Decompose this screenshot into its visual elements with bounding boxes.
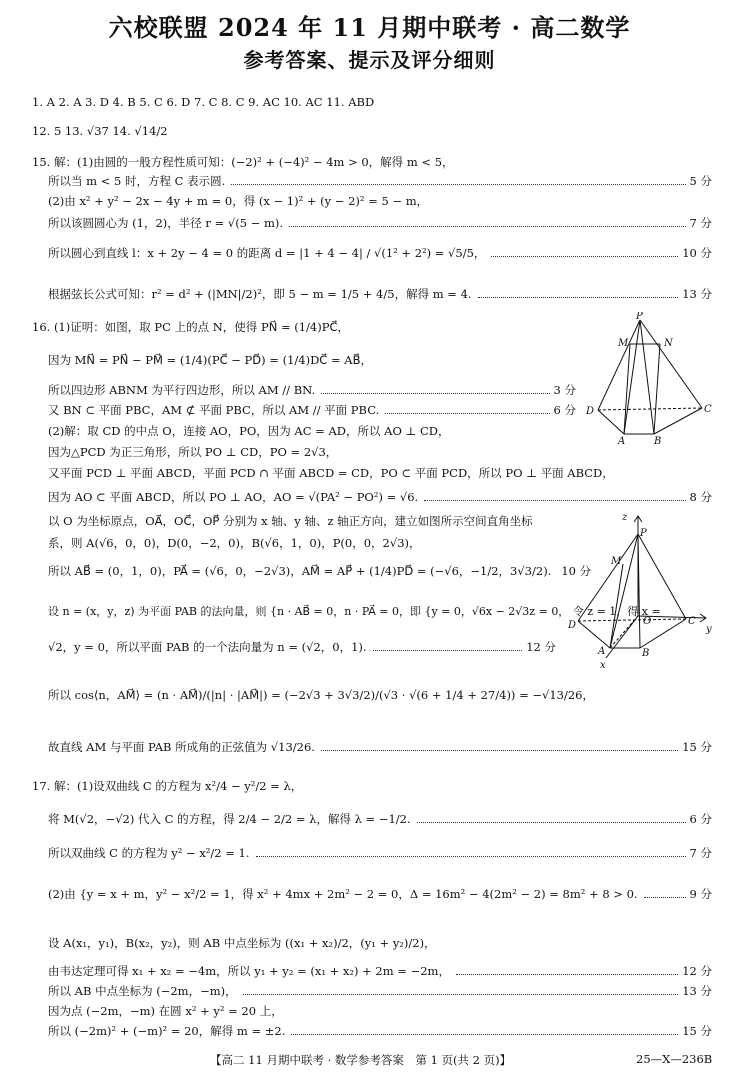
coordinate-figure-2 [566, 506, 718, 671]
dot-leader [231, 184, 685, 185]
q17-line-5: 设 A(x₁，y₁)，B(x₂，y₂)，则 AB 中点坐标为 ((x₁ + x₂)/2，(y₁ + y₂)/2)， [48, 936, 436, 950]
fill-answers: 12. 5 13. √37 14. √14/2 [32, 124, 168, 138]
q16-line-12: 设 n = (x，y，z) 为平面 PAB 的法向量，则 {n · AB⃗ = 0，n · PA⃗ = 0，即 {y = 0，√6x − 2√3z = 0， 令 z = 1，得 x = [48, 605, 661, 618]
q16-score-3: 3 分 [553, 383, 576, 397]
q17-score-3: 7 分 [689, 846, 712, 860]
q16-line-9: 以 O 为坐标原点，OA⃗，OC⃗，OP⃗ 分别为 x 轴、y 轴、z 轴正方向，建立如图所示空间直角坐标 [48, 514, 533, 528]
footer-code: 25—X—236B [636, 1052, 713, 1066]
q15-line-1: 15. 解：(1)由圆的一般方程性质可知：(−2)² + (−4)² − 4m > 0，解得 m < 5， [32, 155, 454, 169]
dot-leader [243, 994, 679, 995]
q17-score-7: 13 分 [682, 984, 712, 998]
q15-line-5 [48, 246, 712, 261]
label-x: x [600, 660, 606, 671]
q17-line-9-text: 所以 (−2m)² + (−m)² = 20，解得 m = ±2. [48, 1024, 286, 1038]
q16-line-1: 16. (1)证明：如图，取 PC 上的点 N，使得 PN⃗ = (1/4)PC⃗， [32, 320, 349, 334]
footer-text: 【高二 11 月期中联考 · 数学参考答案 第 1 页(共 2 页)】 [210, 1053, 512, 1067]
q15-score-5: 10 分 [682, 246, 712, 260]
q16-line-4-text: 又 BN ⊂ 平面 PBC，AM ⊄ 平面 PBC，所以 AM // 平面 PBC. [48, 403, 380, 417]
q16-line-11 [48, 564, 592, 579]
label-n: N [664, 338, 673, 349]
q17-line-7 [48, 984, 712, 999]
q17-line-6 [48, 964, 712, 979]
q16-line-7: 又平面 PCD ⊥ 平面 ABCD，平面 PCD ∩ 平面 ABCD = CD，PO ⊂ 平面 PCD，所以 PO ⊥ 平面 ABCD， [48, 466, 614, 480]
dot-leader [385, 413, 549, 414]
q16-line-4 [48, 403, 576, 418]
dot-leader [424, 500, 685, 501]
q16-line-10: 系，则 A(√6，0，0)，D(0，−2，0)，B(√6，1，0)，P(0，0，2√3)， [48, 536, 421, 550]
q17-line-2-text: 将 M(√2，−√2) 代入 C 的方程，得 2/4 − 2/2 = λ，解得 λ = −1/2. [48, 812, 411, 826]
q17-line-7-text: 所以 AB 中点坐标为 (−2m，−m)， [48, 984, 237, 998]
q17-line-6-text: 由韦达定理可得 x₁ + x₂ = −4m，所以 y₁ + y₂ = (x₁ + x₂) + 2m = −2m， [48, 964, 450, 978]
q15-line-3: (2)由 x² + y² − 2x − 4y + m = 0，得 (x − 1)² + (y − 2)² = 5 − m， [48, 194, 429, 208]
q15-line-6-text: 根据弦长公式可知：r² = d² + (|MN|/2)²，即 5 − m = 1/5 + 4/5，解得 m = 4. [48, 287, 472, 301]
q16-line-15 [48, 740, 712, 755]
label-p: P [640, 528, 647, 539]
label-o: O [643, 616, 652, 627]
q17-line-2 [48, 812, 712, 827]
q16-line-8 [48, 490, 712, 505]
q16-line-3-text: 所以四边形 ABNM 为平行四边形，所以 AM // BN. [48, 383, 316, 397]
q15-line-4 [48, 216, 712, 231]
q16-line-11-text: 所以 AB⃗ = (0，1，0)，PA⃗ = (√6，0，−2√3)，AM⃗ = AP⃗ + (1/4)PD⃗ = (−√6，−1/2，3√3/2). [48, 564, 552, 578]
page-title: 六校联盟 2024 年 11 月期中联考 · 高二数学 [108, 13, 631, 42]
q16-line-3 [48, 383, 576, 398]
label-a: A [618, 436, 626, 447]
q15-line-2 [48, 174, 712, 189]
q15-score-4: 7 分 [689, 216, 712, 230]
q17-line-4 [48, 887, 712, 902]
label-m: M [611, 556, 622, 567]
q17-line-8: 因为点 (−2m，−m) 在圆 x² + y² = 20 上， [48, 1004, 283, 1018]
q15-score-2: 5 分 [689, 174, 712, 188]
q16-line-8-text: 因为 AO ⊂ 平面 ABCD，所以 PO ⊥ AO，AO = √(PA² − PO²) = √6. [48, 490, 419, 504]
q17-line-1: 17. 解：(1)设双曲线 C 的方程为 x²/4 − y²/2 = λ， [32, 779, 303, 793]
q16-score-13: 12 分 [526, 640, 556, 654]
q15-line-4-text: 所以该圆圆心为 (1，2)，半径 r = √(5 − m). [48, 216, 283, 230]
label-z: z [622, 512, 628, 523]
q17-score-9: 15 分 [682, 1024, 712, 1038]
q15-line-5-text: 所以圆心到直线 l：x + 2y − 4 = 0 的距离 d = |1 + 4 − 4| / √(1² + 2²) = √5/5， [48, 246, 486, 260]
dot-leader [491, 256, 678, 257]
q16-line-14: 所以 cos⟨n，AM⃗⟩ = (n · AM⃗)/(|n| · |AM⃗|) = (−2√3 + 3√3/2)/(√3 · √(6 + 1/4 + 27/4)) = −√13/26， [48, 688, 594, 702]
dot-leader [321, 393, 549, 394]
q17-line-9 [48, 1024, 712, 1039]
label-p: P [636, 312, 643, 322]
q16-line-6: 因为△PCD 为正三角形，所以 PO ⊥ CD，PO = 2√3， [48, 445, 338, 459]
dot-leader [321, 750, 678, 751]
q17-score-2: 6 分 [689, 812, 712, 826]
q16-line-2: 因为 MN⃗ = PN⃗ − PM⃗ = (1/4)(PC⃗ − PD⃗) = (1/4)DC⃗ = AB⃗， [48, 353, 372, 367]
q16-score-8: 8 分 [689, 490, 712, 504]
q16-score-11: 10 分 [561, 564, 592, 578]
q16-line-13 [48, 640, 556, 655]
pyramid-figure-1 [580, 312, 720, 447]
dot-leader [373, 650, 523, 651]
dot-leader [256, 856, 686, 857]
q16-line-5: (2)解：取 CD 的中点 O，连接 AO，PO，因为 AC = AD，所以 AO ⊥ CD， [48, 424, 450, 438]
q17-line-4-text: (2)由 {y = x + m，y² − x²/2 = 1，得 x² + 4mx + 2m² − 2 = 0，Δ = 16m² − 4(2m² − 2) = 8m² + 8 > 0. [48, 887, 638, 901]
q16-line-15-text: 故直线 AM 与平面 PAB 所成角的正弦值为 √13/26. [48, 740, 315, 754]
label-m: M [618, 338, 629, 349]
choice-answers: 1. A 2. A 3. D 4. B 5. C 6. D 7. C 8. C 9. AC 10. AC 11. ABD [32, 95, 375, 109]
q15-score-6: 13 分 [682, 287, 712, 301]
label-d: D [586, 406, 595, 417]
q15-line-2-text: 所以当 m < 5 时，方程 C 表示圆. [48, 174, 226, 188]
dot-leader [291, 1034, 678, 1035]
label-b: B [654, 436, 662, 447]
q17-score-6: 12 分 [682, 964, 712, 978]
dot-leader [456, 974, 678, 975]
q17-score-4: 9 分 [689, 887, 712, 901]
label-c: C [688, 616, 696, 627]
q16-line-13-text: √2，y = 0，所以平面 PAB 的一个法向量为 n = (√2，0，1). [48, 640, 367, 654]
dot-leader [478, 297, 679, 298]
dot-leader [417, 822, 686, 823]
dot-leader [289, 226, 686, 227]
q17-line-3 [48, 846, 712, 861]
label-c: C [704, 404, 712, 415]
page-subtitle: 参考答案、提示及评分细则 [243, 48, 496, 72]
dot-leader [644, 897, 686, 898]
q16-score-15: 15 分 [682, 740, 712, 754]
q15-line-6 [48, 287, 712, 302]
label-y: y [706, 624, 712, 635]
label-d: D [568, 620, 577, 631]
q16-score-4: 6 分 [553, 403, 576, 417]
label-a: A [598, 646, 606, 657]
label-b: B [642, 648, 650, 659]
q17-line-3-text: 所以双曲线 C 的方程为 y² − x²/2 = 1. [48, 846, 250, 860]
